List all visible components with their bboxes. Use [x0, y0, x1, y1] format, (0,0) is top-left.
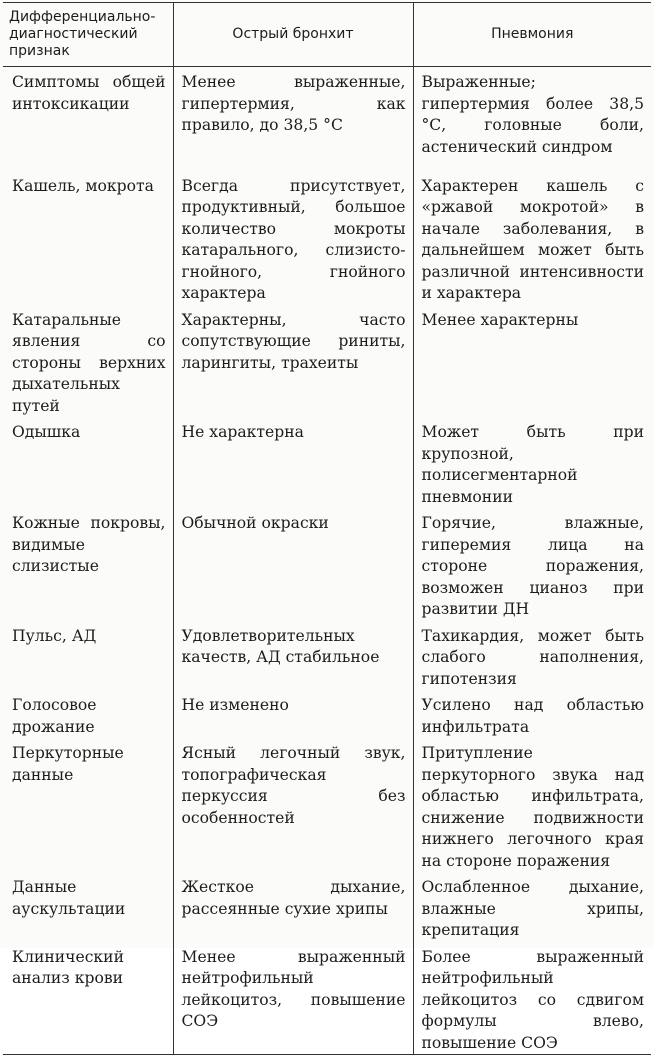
cell-bronchitis: Удовлетворительных качеств, АД стабильное: [173, 621, 413, 691]
cell-feature: Кашель, мокрота: [12, 176, 154, 195]
table-row: [3, 872, 651, 942]
table-row: [3, 621, 651, 691]
cell-pneumonia: Менее характерны: [413, 305, 651, 418]
cell-bronchitis: Характерны, часто сопутствующие риниты, ларингиты, трахеиты: [173, 305, 413, 418]
cell-feature: Данные аускультации: [12, 878, 126, 918]
table-row: [3, 67, 651, 171]
cell-pneumonia: Характерен кашель с «ржавой мокротой» в начале заболевания, в дальнейшем может быть различной интенсивности и характера: [413, 171, 651, 305]
table-row: [3, 417, 651, 508]
cell-feature: Клинический анализ крови: [3, 942, 173, 1055]
cell-feature: Катаральные явления со стороны верхних дыхательных путей: [12, 310, 166, 415]
cell-feature: Кожные покровы, видимые слизистые: [12, 514, 166, 575]
table-row: [3, 508, 651, 621]
cell-feature: Симптомы общей интоксикации: [12, 73, 166, 113]
cell-pneumonia: Более выраженный нейтрофильный лейкоцитоз со сдвигом формулы влево, повышение СОЭ: [413, 942, 651, 1055]
table-header-row: [3, 3, 651, 67]
cell-pneumonia: Может быть при крупозной, полисегментарной пневмонии: [413, 417, 651, 508]
cell-feature: Перкуторные данные: [12, 744, 124, 784]
header-pneumonia: Пневмония: [413, 3, 651, 67]
cell-pneumonia: Горячие, влажные, гиперемия лица на стороне поражения, возможен цианоз при развитии ДН: [413, 508, 651, 621]
cell-feature: Одышка: [12, 423, 81, 441]
cell-feature: Пульс, АД: [12, 626, 97, 645]
cell-bronchitis: Жесткое дыхание, рассеянные сухие хрипы: [173, 872, 413, 942]
table-row: [3, 171, 651, 305]
cell-feature: Голосовое дрожание: [12, 696, 97, 736]
differential-diagnosis-table: [3, 2, 651, 1055]
cell-pneumonia: Притупление перкуторного звука над областью инфильтрата, снижение подвижности нижнего легочного края на стороне поражения: [413, 738, 651, 872]
table-row: [3, 942, 651, 1055]
cell-bronchitis: Менее выраженный нейтрофильный лейкоцитоз, повышение СОЭ: [173, 942, 413, 1055]
header-bronchitis: Острый бронхит: [173, 3, 413, 67]
header-feature: Дифференциально-диагностический признак: [3, 3, 173, 67]
table-row: [3, 305, 651, 418]
cell-bronchitis: Не изменено: [173, 690, 413, 738]
cell-pneumonia: Тахикардия, может быть слабого наполнения, гипотензия: [413, 621, 651, 691]
table-row: [3, 690, 651, 738]
cell-bronchitis: Ясный легочный звук, топографическая перкуссия без особенностей: [173, 738, 413, 872]
cell-bronchitis: Обычной окраски: [173, 508, 413, 621]
cell-bronchitis: Менее выраженные, гипертермия, как правило, до 38,5 °С: [173, 67, 413, 171]
cell-pneumonia: Усилено над областью инфильтрата: [413, 690, 651, 738]
cell-bronchitis: Всегда присутствует, продуктивный, большое количество мокроты катарального, слизисто-гнойного, гнойного характера: [173, 171, 413, 305]
cell-bronchitis: Не характерна: [173, 417, 413, 508]
table-row: [3, 738, 651, 872]
cell-pneumonia: Ослабленное дыхание, влажные хрипы, крепитация: [413, 872, 651, 942]
cell-pneumonia: Выраженные; гипертермия более 38,5 °С, головные боли, астенический синдром: [413, 67, 651, 171]
